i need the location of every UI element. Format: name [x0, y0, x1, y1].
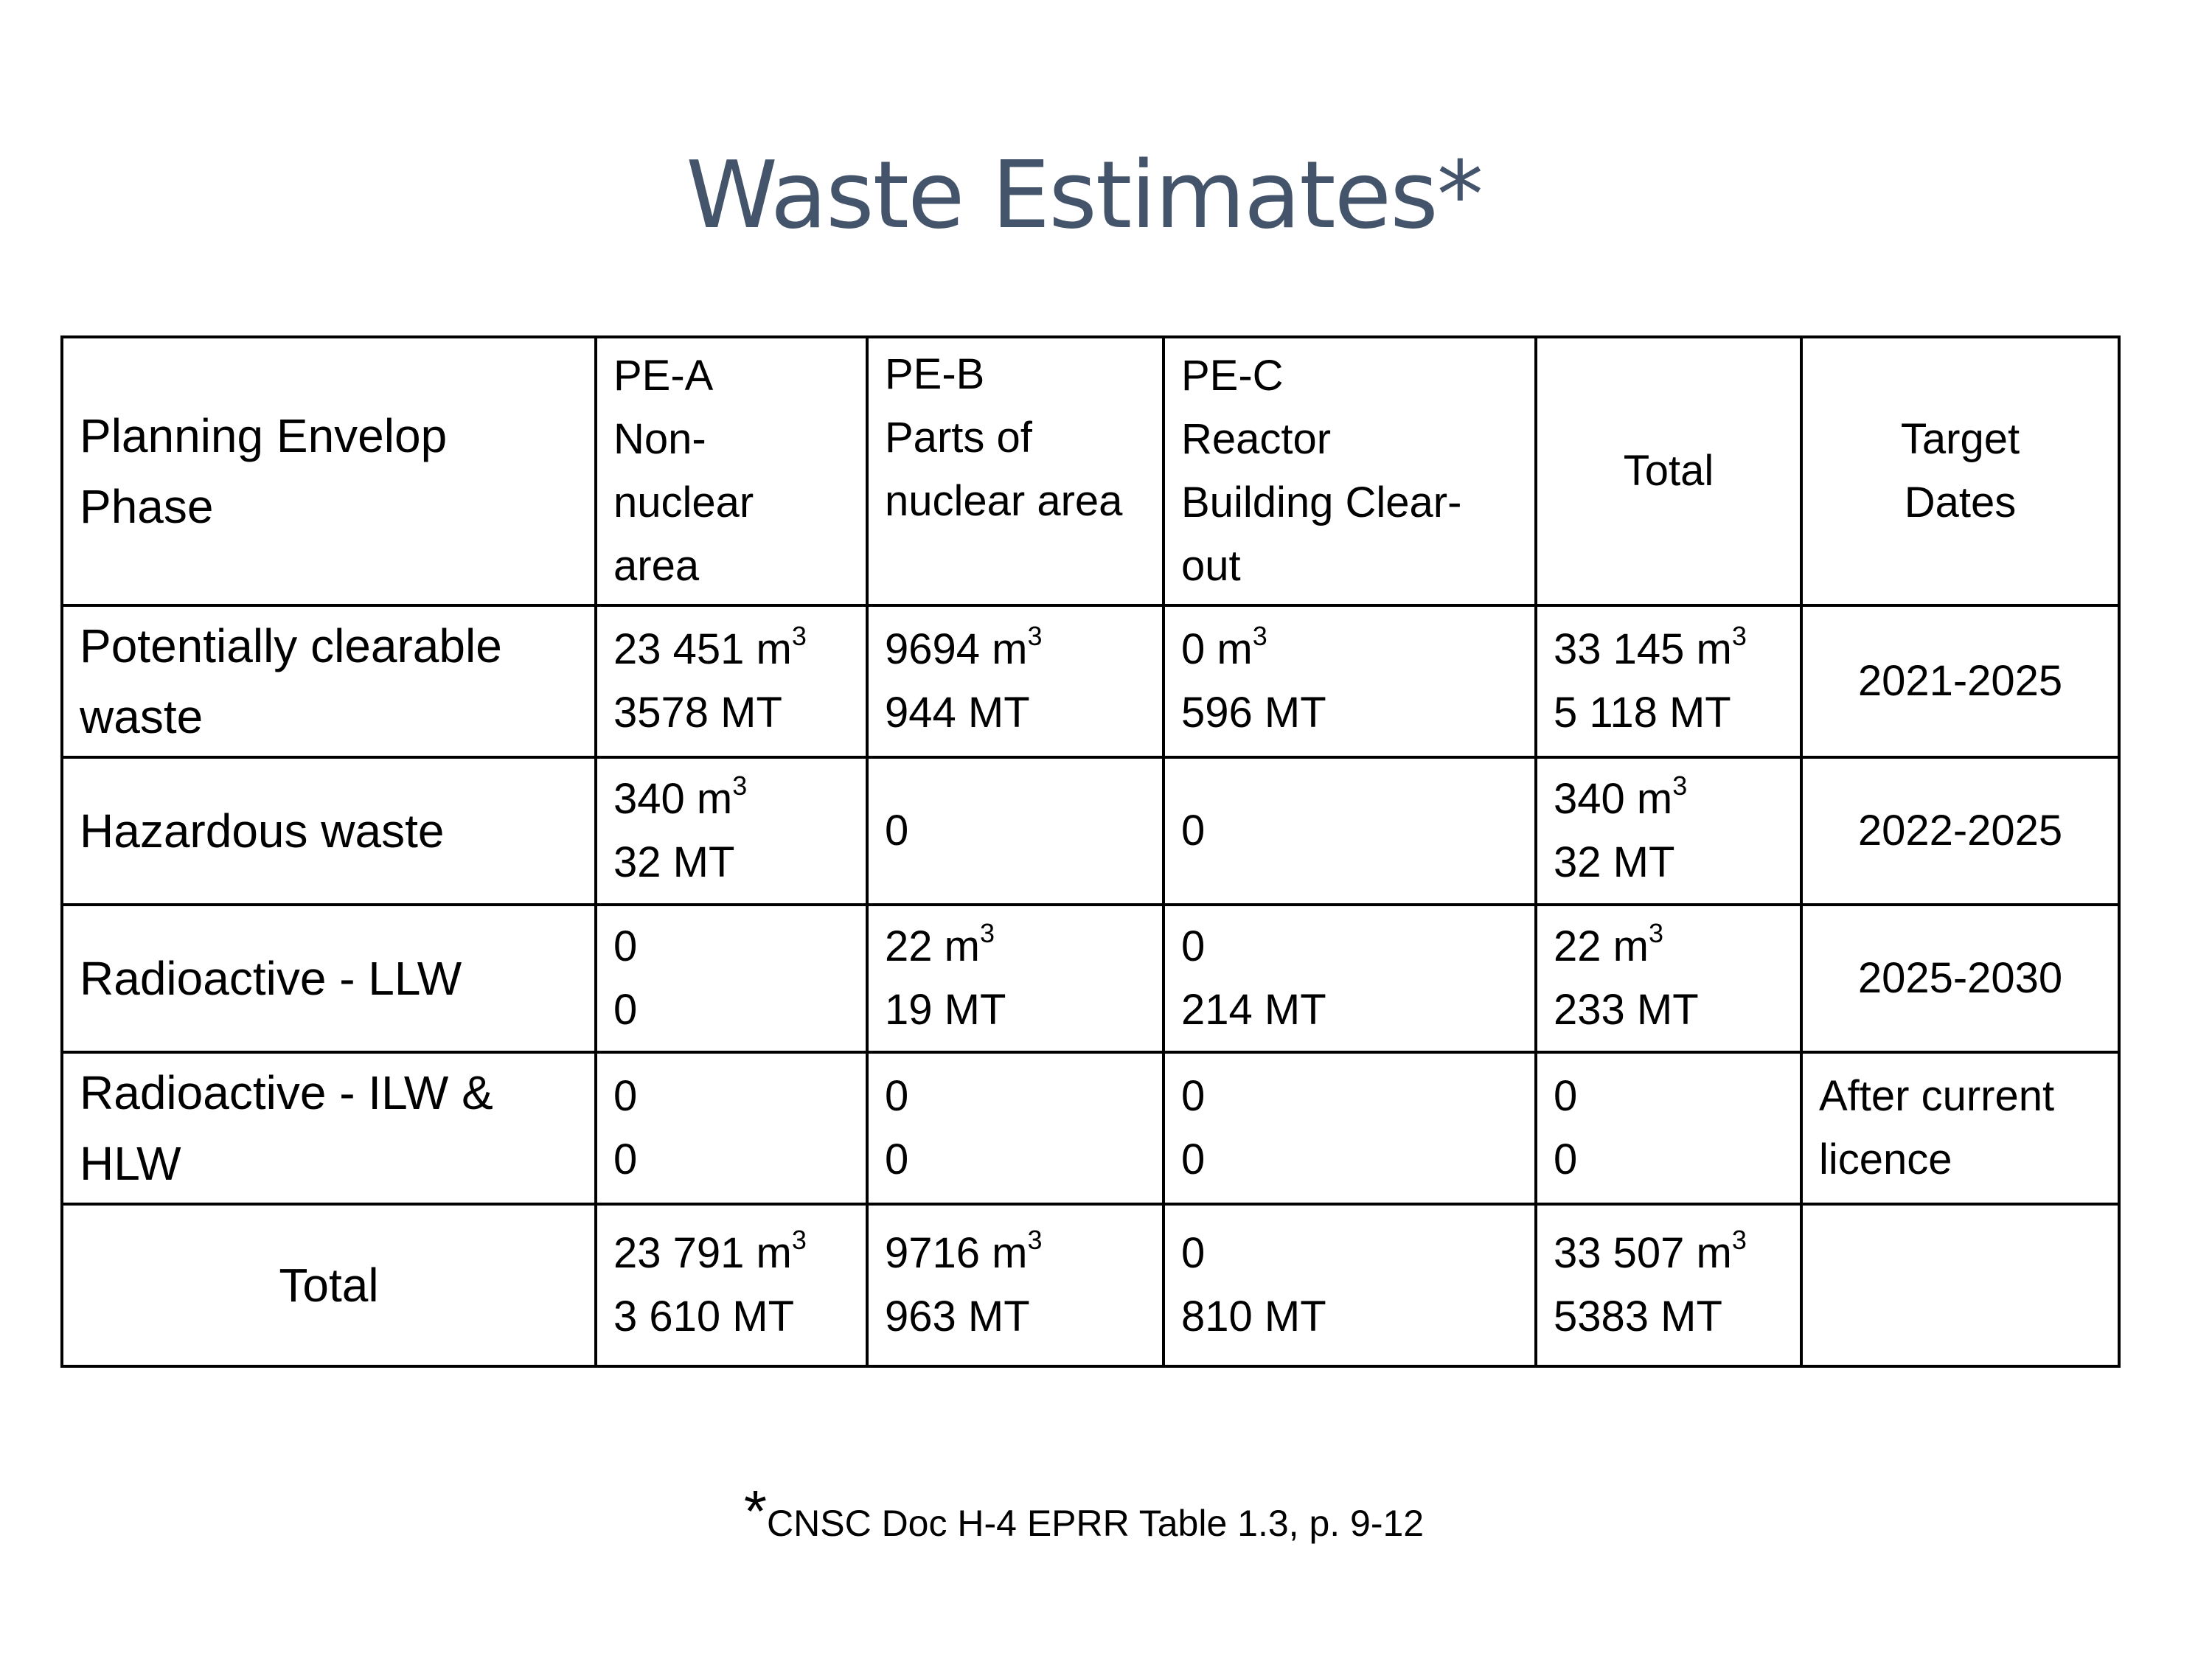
- value: 0: [613, 986, 638, 1034]
- mass-value: 963 MT: [885, 1293, 1030, 1340]
- target-date: licence: [1819, 1135, 1952, 1183]
- mass-value: 5 118 MT: [1554, 689, 1731, 737]
- volume-value: 340 $m^3$: [613, 770, 748, 823]
- header-target-label: Dates: [1904, 479, 2017, 526]
- total-row-label-cell: [62, 1204, 596, 1366]
- header-pe-a-cell: [596, 337, 867, 605]
- header-pe-b-label: PE-B: [885, 350, 985, 398]
- table-row: [62, 1052, 2119, 1204]
- footnote-asterisk: *: [743, 1478, 767, 1544]
- pe-a-cell: [596, 757, 867, 905]
- header-pe-c-cell: [1164, 337, 1536, 605]
- mass-value: 3 610 MT: [613, 1293, 794, 1340]
- value: 0: [1181, 807, 1206, 855]
- row-label: waste: [80, 690, 204, 743]
- target-date: After current: [1819, 1072, 2055, 1120]
- volume-value: 33 145 $m^3$: [1554, 620, 1747, 673]
- header-pe-a-label: Non-: [613, 415, 706, 463]
- mass-value: 32 MT: [1554, 838, 1675, 886]
- header-pe-a-label: area: [613, 542, 700, 590]
- header-target-cell: [1801, 337, 2119, 605]
- volume-value: 0 $m^3$: [1181, 620, 1267, 673]
- value: 0: [1181, 1135, 1206, 1183]
- value: 0: [613, 1072, 638, 1120]
- header-total-cell: [1536, 337, 1801, 605]
- value: 0: [885, 1072, 909, 1120]
- value: 0: [1554, 1072, 1578, 1120]
- pe-c-total-cell: [1164, 1204, 1536, 1366]
- pe-c-cell: [1164, 757, 1536, 905]
- pe-a-cell: [596, 905, 867, 1052]
- mass-value: 32 MT: [613, 838, 735, 886]
- value: 0: [885, 1135, 909, 1183]
- volume-value: 340 $m^3$: [1554, 770, 1688, 823]
- header-target-label: Target: [1900, 415, 2020, 463]
- mass-value: 5383 MT: [1554, 1293, 1722, 1340]
- volume-value: 22 $m^3$: [1554, 917, 1663, 970]
- value: 0: [613, 1135, 638, 1183]
- header-pe-b-cell: [867, 337, 1164, 605]
- pe-b-cell: [867, 1052, 1164, 1204]
- volume-value: 23 451 $m^3$: [613, 620, 807, 673]
- row-label: Hazardous waste: [80, 804, 445, 858]
- header-pe-c-label: PE-C: [1181, 352, 1284, 400]
- row-label-cell: [62, 605, 596, 757]
- row-label-cell: [62, 1052, 596, 1204]
- mass-value: 19 MT: [885, 986, 1006, 1034]
- header-pe-b-label: Parts of: [885, 414, 1032, 462]
- header-pe-a-label: PE-A: [613, 352, 714, 400]
- header-phase-label: Phase: [80, 480, 214, 533]
- volume-value: 9694 $m^3$: [885, 620, 1043, 673]
- total-row-label: Total: [279, 1259, 379, 1312]
- target-date-total-cell: [1801, 1204, 2119, 1366]
- target-date: 2022-2025: [1857, 807, 2063, 855]
- target-date: 2021-2025: [1857, 657, 2063, 705]
- target-date-cell: [1801, 605, 2119, 757]
- pe-a-cell: [596, 605, 867, 757]
- mass-value: 810 MT: [1181, 1293, 1326, 1340]
- volume-value: 9716 $m^3$: [885, 1224, 1043, 1277]
- volume-value: 22 $m^3$: [885, 917, 995, 970]
- target-date-cell: [1801, 757, 2119, 905]
- row-label: Radioactive - ILW &: [80, 1066, 493, 1119]
- grand-total-cell: [1536, 1204, 1801, 1366]
- footnote-text: CNSC Doc H-4 EPRR Table 1.3, p. 9-12: [767, 1503, 1425, 1544]
- pe-b-cell: [867, 605, 1164, 757]
- total-cell: [1536, 905, 1801, 1052]
- header-pe-c-label: Reactor: [1181, 415, 1332, 463]
- mass-value: 3578 MT: [613, 689, 782, 737]
- pe-c-cell: [1164, 605, 1536, 757]
- table-row: [62, 757, 2119, 905]
- pe-b-cell: [867, 757, 1164, 905]
- volume-value: 33 507 $m^3$: [1554, 1224, 1747, 1277]
- header-phase-label: Planning Envelop: [80, 409, 448, 462]
- header-pe-c-label: Building Clear-: [1181, 479, 1462, 526]
- volume-value: 23 791 $m^3$: [613, 1224, 807, 1277]
- table-row: [62, 905, 2119, 1052]
- value: 0: [613, 922, 638, 970]
- pe-b-cell: [867, 905, 1164, 1052]
- pe-a-total-cell: [596, 1204, 867, 1366]
- row-label: Radioactive - LLW: [80, 952, 462, 1005]
- mass-value: 596 MT: [1181, 689, 1326, 737]
- header-pe-a-label: nuclear: [613, 479, 754, 526]
- total-cell: [1536, 605, 1801, 757]
- waste-estimates-table: [60, 335, 2121, 1368]
- header-total-label: Total: [1623, 447, 1714, 495]
- total-row: [62, 1204, 2119, 1366]
- row-label: Potentially clearable: [80, 619, 502, 672]
- value: 0: [1181, 1229, 1206, 1277]
- pe-b-total-cell: [867, 1204, 1164, 1366]
- table-header-row: [62, 337, 2119, 605]
- total-cell: [1536, 757, 1801, 905]
- target-date-cell: [1801, 1052, 2119, 1204]
- pe-a-cell: [596, 1052, 867, 1204]
- mass-value: 944 MT: [885, 689, 1030, 737]
- slide-title: Waste Estimates*: [686, 141, 1482, 249]
- value: 0: [1554, 1135, 1578, 1183]
- value: 0: [1181, 1072, 1206, 1120]
- total-cell: [1536, 1052, 1801, 1204]
- footnote: [0, 1478, 2168, 1553]
- value: 0: [885, 807, 909, 855]
- value: 0: [1181, 922, 1206, 970]
- row-label-cell: [62, 757, 596, 905]
- target-date-cell: [1801, 905, 2119, 1052]
- mass-value: 233 MT: [1554, 986, 1699, 1034]
- header-pe-c-label: out: [1181, 542, 1241, 590]
- mass-value: 214 MT: [1181, 986, 1326, 1034]
- row-label-cell: [62, 905, 596, 1052]
- pe-c-cell: [1164, 905, 1536, 1052]
- pe-c-cell: [1164, 1052, 1536, 1204]
- target-date: 2025-2030: [1857, 954, 2063, 1002]
- header-phase-cell: [62, 337, 596, 605]
- header-pe-b-label: nuclear area: [885, 477, 1123, 525]
- row-label: HLW: [80, 1137, 181, 1190]
- table-row: [62, 605, 2119, 757]
